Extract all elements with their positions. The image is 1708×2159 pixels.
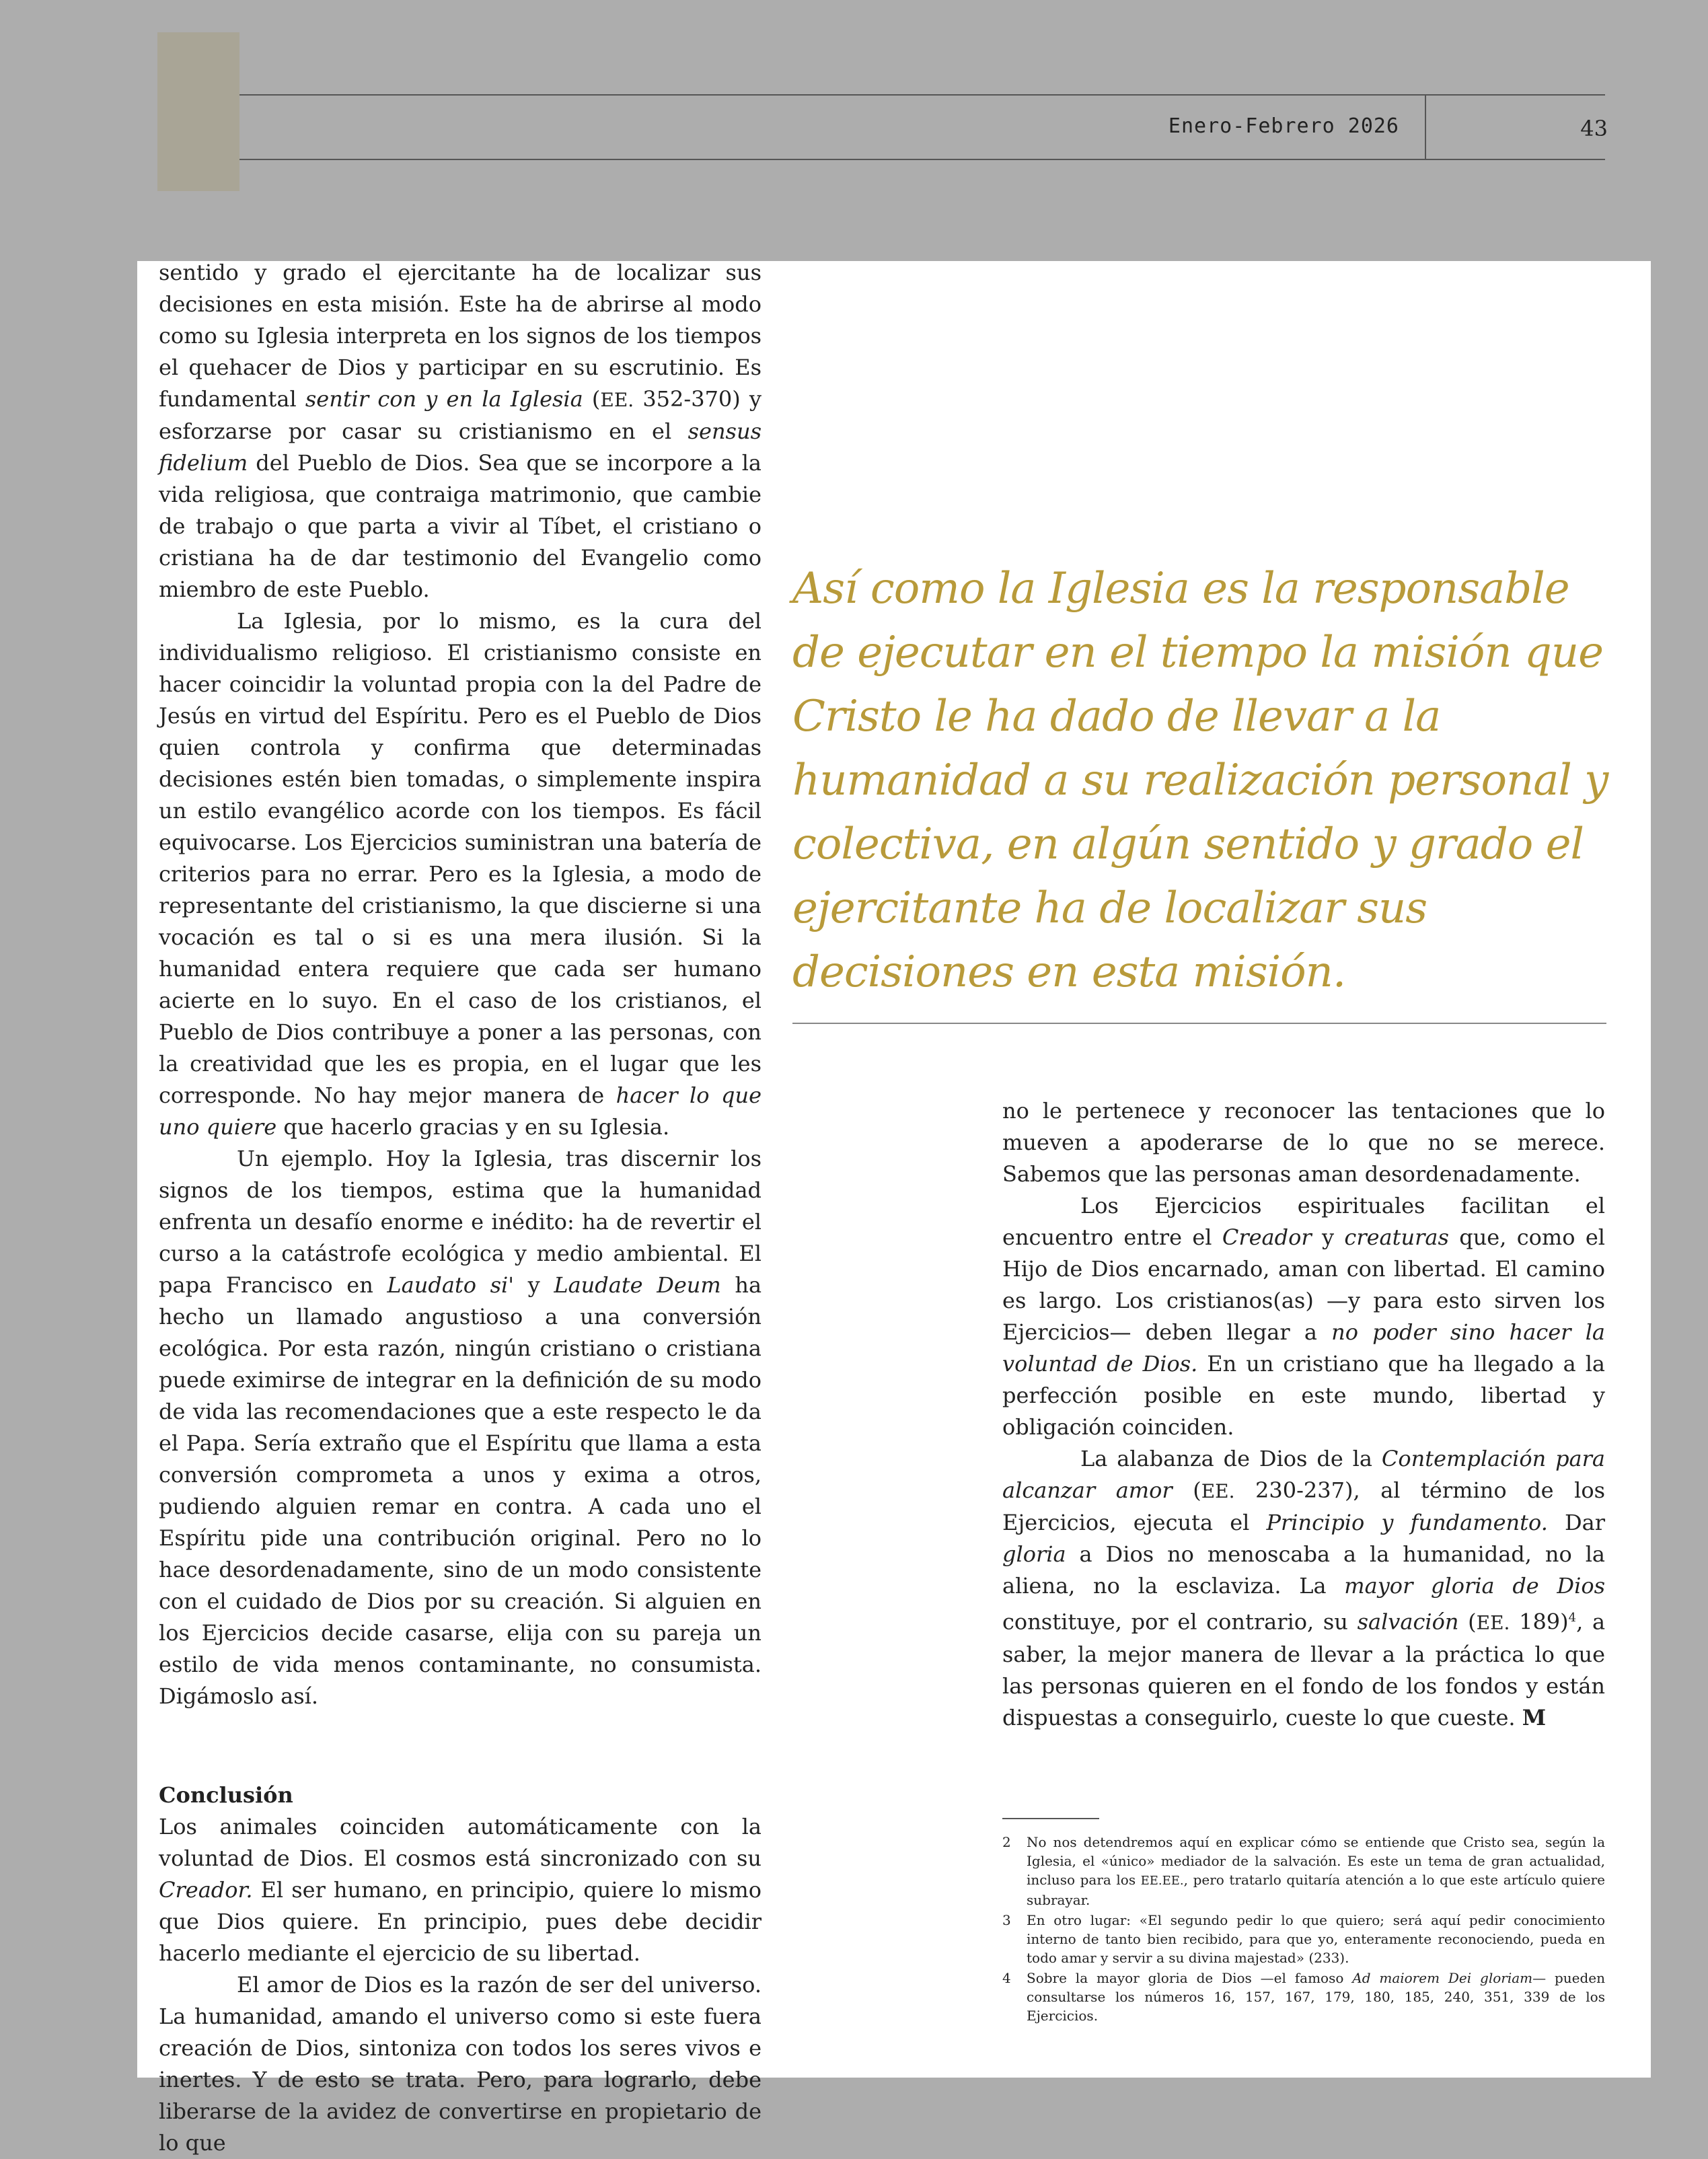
page-number: 43 [1580,116,1608,141]
footnote-rule [1002,1818,1099,1819]
footnote: 3 En otro lugar: «El segundo pedir lo que quiero; será aquí pedir conocimiento interno de tanto bien recibido, para que yo, enteramente reconociendo, pueda en todo amar y servir a su divina majestad» (233). [1002,1912,1605,1966]
paragraph: no le pertenece y reconocer las tentaciones que lo mueven a apoderarse de lo que no se merece. Sabemos que las personas aman desordenadamente. [1002,1098,1605,1187]
paragraph: Un ejemplo. Hoy la Iglesia, tras discernir los signos de los tiempos, estima que la humanidad enfrenta un desafío enorme e inédito: ha de revertir el curso a la catástrofe ecológica y medio ambiental. El papa Francisco en Laudato si' y Laudate Deum ha hecho un llamado angustioso a una conversión ecológica. Por esta razón, ningún cristiano o cristiana puede eximirse de integrar en la definición de su modo de vida las recomendaciones que a este respecto le da el Papa. Sería extraño que el Espíritu que llama a esta conversión comprometa a unos y exima a otros, pudiendo alguien remar en contra. A cada uno el Espíritu pide una contribución original. Pero no lo hace desordenadamente, sino de un modo consistente con el cuidado de Dios por su creación. Si alguien en los Ejercicios decide casarse, elija con su pareja un estilo de vida menos contaminante, no consumista. Digámoslo así. [159,1146,762,1709]
color-tab-decoration [157,32,239,191]
paragraph: La Iglesia, por lo mismo, es la cura del individualismo religioso. El cristianismo consiste en hacer coincidir la voluntad propia con la del Padre de Jesús en virtud del Espíritu. Pero es el Pueblo de Dios quien controla y confirma que determinadas decisiones estén bien tomadas, o simplemente inspira un estilo evangélico acorde con los tiempos. Es fácil equivocarse. Los Ejercicios suministran una batería de criterios para no errar. Pero es la Iglesia, a modo de representante del cristianismo, la que discierne si una vocación es tal o si es una mera ilusión. Si la humanidad entera requiere que cada ser humano acierte en lo suyo. En el caso de los cristianos, el Pueblo de Dios contribuye a poner a las personas, con la creatividad que les es propia, en el lugar que les corresponde. No hay mejor manera de hacer lo que uno quiere que hacerlo gracias y en su Iglesia. [159,608,762,1140]
right-column [1002,1095,1605,1734]
footnote: 2 No nos detendremos aquí en explicar cómo se entiende que Cristo sea, según la Iglesia, el «único» mediador de la salvación. Es este un tema de gran actualidad, incluso para los EE.EE., pero tratarlo quitaría atención a lo que este artículo quiere subrayar. [1002,1834,1606,1908]
section-heading: Conclusión [159,1782,293,1808]
footnote-number: 2 [1002,1834,1011,1850]
header-top-rule [239,94,1605,96]
pull-quote: Así como la Iglesia es la responsable de ejecutar en el tiempo la misión que Cristo le ha dado de llevar a la humanidad a su realización personal y colectiva, en algún sentido y grado el ejercitante ha de localizar sus decisiones en esta misión. [792,564,1608,997]
footnotes [1002,1833,1605,2026]
paragraph: Los animales coinciden automáticamente con la voluntad de Dios. El cosmos está sincronizado con su Creador. El ser humano, en principio, quiere lo mismo que Dios quiere. En principio, pues debe decidir hacerlo mediante el ejercicio de su libertad. [159,1814,762,1966]
footnote-number: 3 [1002,1912,1011,1928]
paragraph: El amor de Dios es la razón de ser del universo. La humanidad, amando el universo como si este fuera creación de Dios, sintoniza con todos los seres vivos e inertes. Y de esto se trata. Pero, para lograrlo, debe liberarse de la avidez de convertirse en propietario de lo que [159,1972,762,2156]
paragraph: Los Ejercicios espirituales facilitan el encuentro entre el Creador y creaturas que, como el Hijo de Dios encarnado, aman con libertad. El camino es largo. Los cristianos(as) —y para esto sirven los Ejercicios— deben llegar a no poder sino hacer la voluntad de Dios. En un cristiano que ha llegado a la perfección posible en este mundo, libertad y obligación coinciden. [1002,1193,1606,1440]
paragraph: sentido y grado el ejercitante ha de localizar sus decisiones en esta misión. Este ha de abrirse al modo como su Iglesia interpreta en los signos de los tiempos el quehacer de Dios y participar en su escrutinio. Es fundamental sentir con y en la Iglesia (EE. 352-370) y esforzarse por casar su cristianismo en el sensus fidelium del Pueblo de Dios. Sea que se incorpore a la vida religiosa, que contraiga matrimonio, que cambie de trabajo o que parta a vivir al Tíbet, el cristiano o cristiana ha de dar testimonio del Evangelio como miembro de este Pueblo. [159,260,762,602]
paragraph: La alabanza de Dios de la Contemplación para alcanzar amor (EE. 230-237), al término de los Ejercicios, ejecuta el Principio y fundamento. Dar gloria a Dios no menoscaba a la humanidad, no la aliena, no la esclaviza. La mayor gloria de Dios constituye, por el contrario, su salvación (EE. 189)$^4$, a saber, la mejor manera de llevar a la práctica lo que las personas quieren en el fondo de los fondos y están dispuestas a conseguirlo, cueste lo que cueste. M [1002,1446,1606,1730]
issue-date: Enero-Febrero 2026 [1168,114,1399,138]
footnote: 4 Sobre la mayor gloria de Dios —el famoso Ad maiorem Dei gloriam— pueden consultarse los números 16, 157, 167, 179, 180, 185, 240, 351, 339 de los Ejercicios. [1002,1970,1606,2024]
pull-quote-rule [792,1023,1606,1024]
left-column [159,257,762,2159]
header-divider [1425,96,1426,159]
footnote-number: 4 [1002,1970,1011,1986]
end-mark: M [1522,1704,1547,1730]
header-bottom-rule [239,159,1605,160]
footnote-ref[interactable]: 4 [1568,1611,1577,1625]
